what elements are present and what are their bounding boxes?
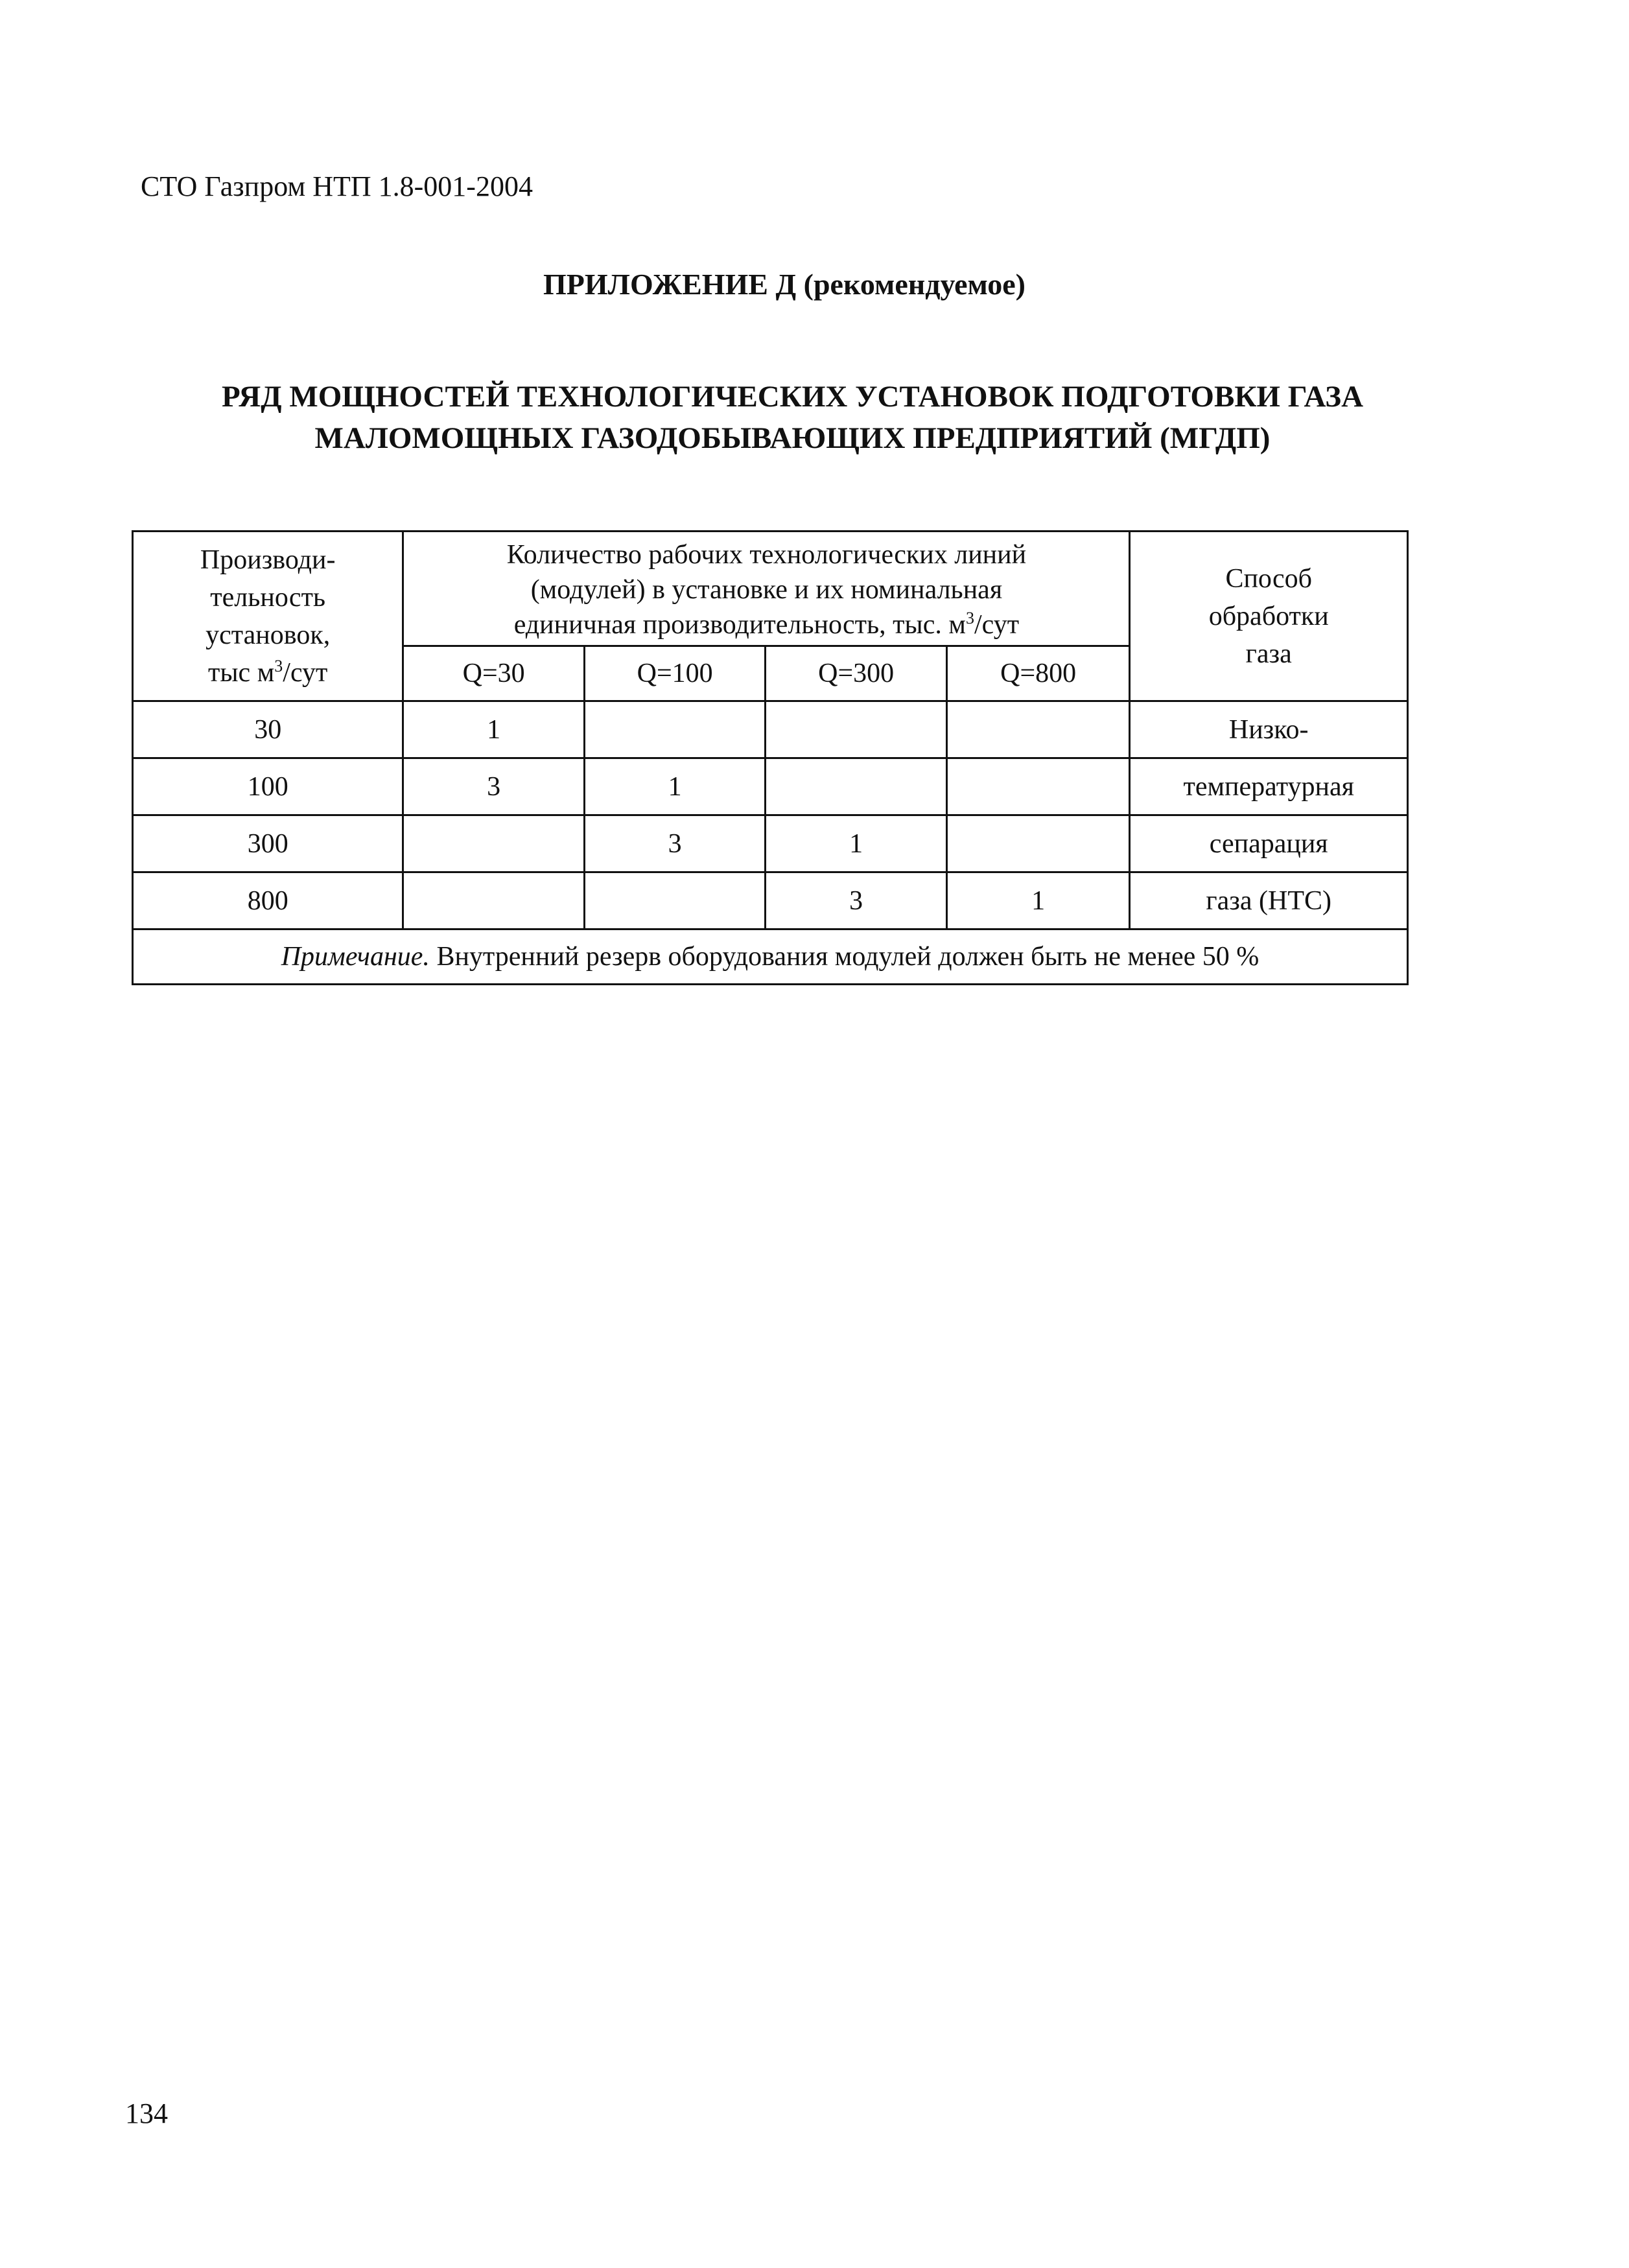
header-capacity-unit-post: /сут [283,657,328,688]
cell-q800 [946,815,1130,872]
cell-q100 [584,701,766,758]
header-lines-group [403,532,1130,646]
table-row [133,815,1408,872]
subheader-q300: Q=300 [766,646,947,701]
cell-q30 [403,815,584,872]
title-line-1: РЯД МОЩНОСТЕЙ ТЕХНОЛОГИЧЕСКИХ УСТАНОВОК ПОДГОТОВКИ ГАЗА [221,380,1364,414]
cell-q30: 3 [403,758,584,815]
cell-method: газа (НТС) [1130,872,1408,929]
cell-capacity: 100 [133,758,403,815]
table-row [133,701,1408,758]
header-method-line-3: газа [1245,638,1292,669]
table-note-row [133,929,1408,985]
cell-q30 [403,872,584,929]
header-capacity-line-3: установок, [205,620,331,650]
header-capacity [133,532,403,701]
header-method-line-2: обработки [1208,601,1329,631]
subheader-q100: Q=100 [584,646,766,701]
cell-q800 [946,758,1130,815]
cell-q30: 1 [403,701,584,758]
cell-capacity: 800 [133,872,403,929]
header-method-line-1: Способ [1225,563,1312,594]
header-lines-unit-post: /сут [974,610,1020,640]
note-text: Внутренний резерв оборудования модулей должен быть не менее 50 % [429,942,1260,972]
subheader-q800: Q=800 [946,646,1130,701]
header-lines-unit-sup: 3 [965,609,974,627]
header-capacity-line-2: тельность [210,582,326,613]
cell-q300 [766,758,947,815]
table-row [133,872,1408,929]
cell-capacity: 30 [133,701,403,758]
cell-q300: 1 [766,815,947,872]
title-line-2: МАЛОМОЩНЫХ ГАЗОДОБЫВАЮЩИХ ПРЕДПРИЯТИЙ (МГДП) [314,421,1271,455]
cell-q300: 3 [766,872,947,929]
cell-q800 [946,701,1130,758]
table-row [133,758,1408,815]
header-lines-unit: единичная производительность, тыс. м [513,610,966,640]
header-capacity-unit: тыс м [207,657,275,688]
cell-method: температурная [1130,758,1408,815]
subheader-q30: Q=30 [403,646,584,701]
cell-q800: 1 [946,872,1130,929]
appendix-label: ПРИЛОЖЕНИЕ Д (рекомендуемое) [543,268,1025,301]
page-title [123,376,1462,459]
note-label: Примечание. [281,942,430,972]
table-header-row [133,532,1408,646]
header-lines-line-1: Количество рабочих технологических линий [506,540,1027,570]
header-lines-line-2: (модулей) в установке и их номинальная [530,575,1003,605]
header-capacity-unit-sup: 3 [274,656,283,675]
header-capacity-line-1: Производи- [200,544,336,575]
document-code: СТО Газпром НТП 1.8-001-2004 [141,170,533,202]
page-number: 134 [125,2098,168,2129]
cell-capacity: 300 [133,815,403,872]
cell-q100: 1 [584,758,766,815]
header-method [1130,532,1408,701]
cell-q100: 3 [584,815,766,872]
capacity-table [132,530,1409,985]
header-lines-line-3 [404,607,1129,642]
cell-method: сепарация [1130,815,1408,872]
header-capacity-line-4 [134,654,402,692]
cell-method: Низко- [1130,701,1408,758]
cell-q100 [584,872,766,929]
note-cell [133,929,1408,985]
cell-q300 [766,701,947,758]
